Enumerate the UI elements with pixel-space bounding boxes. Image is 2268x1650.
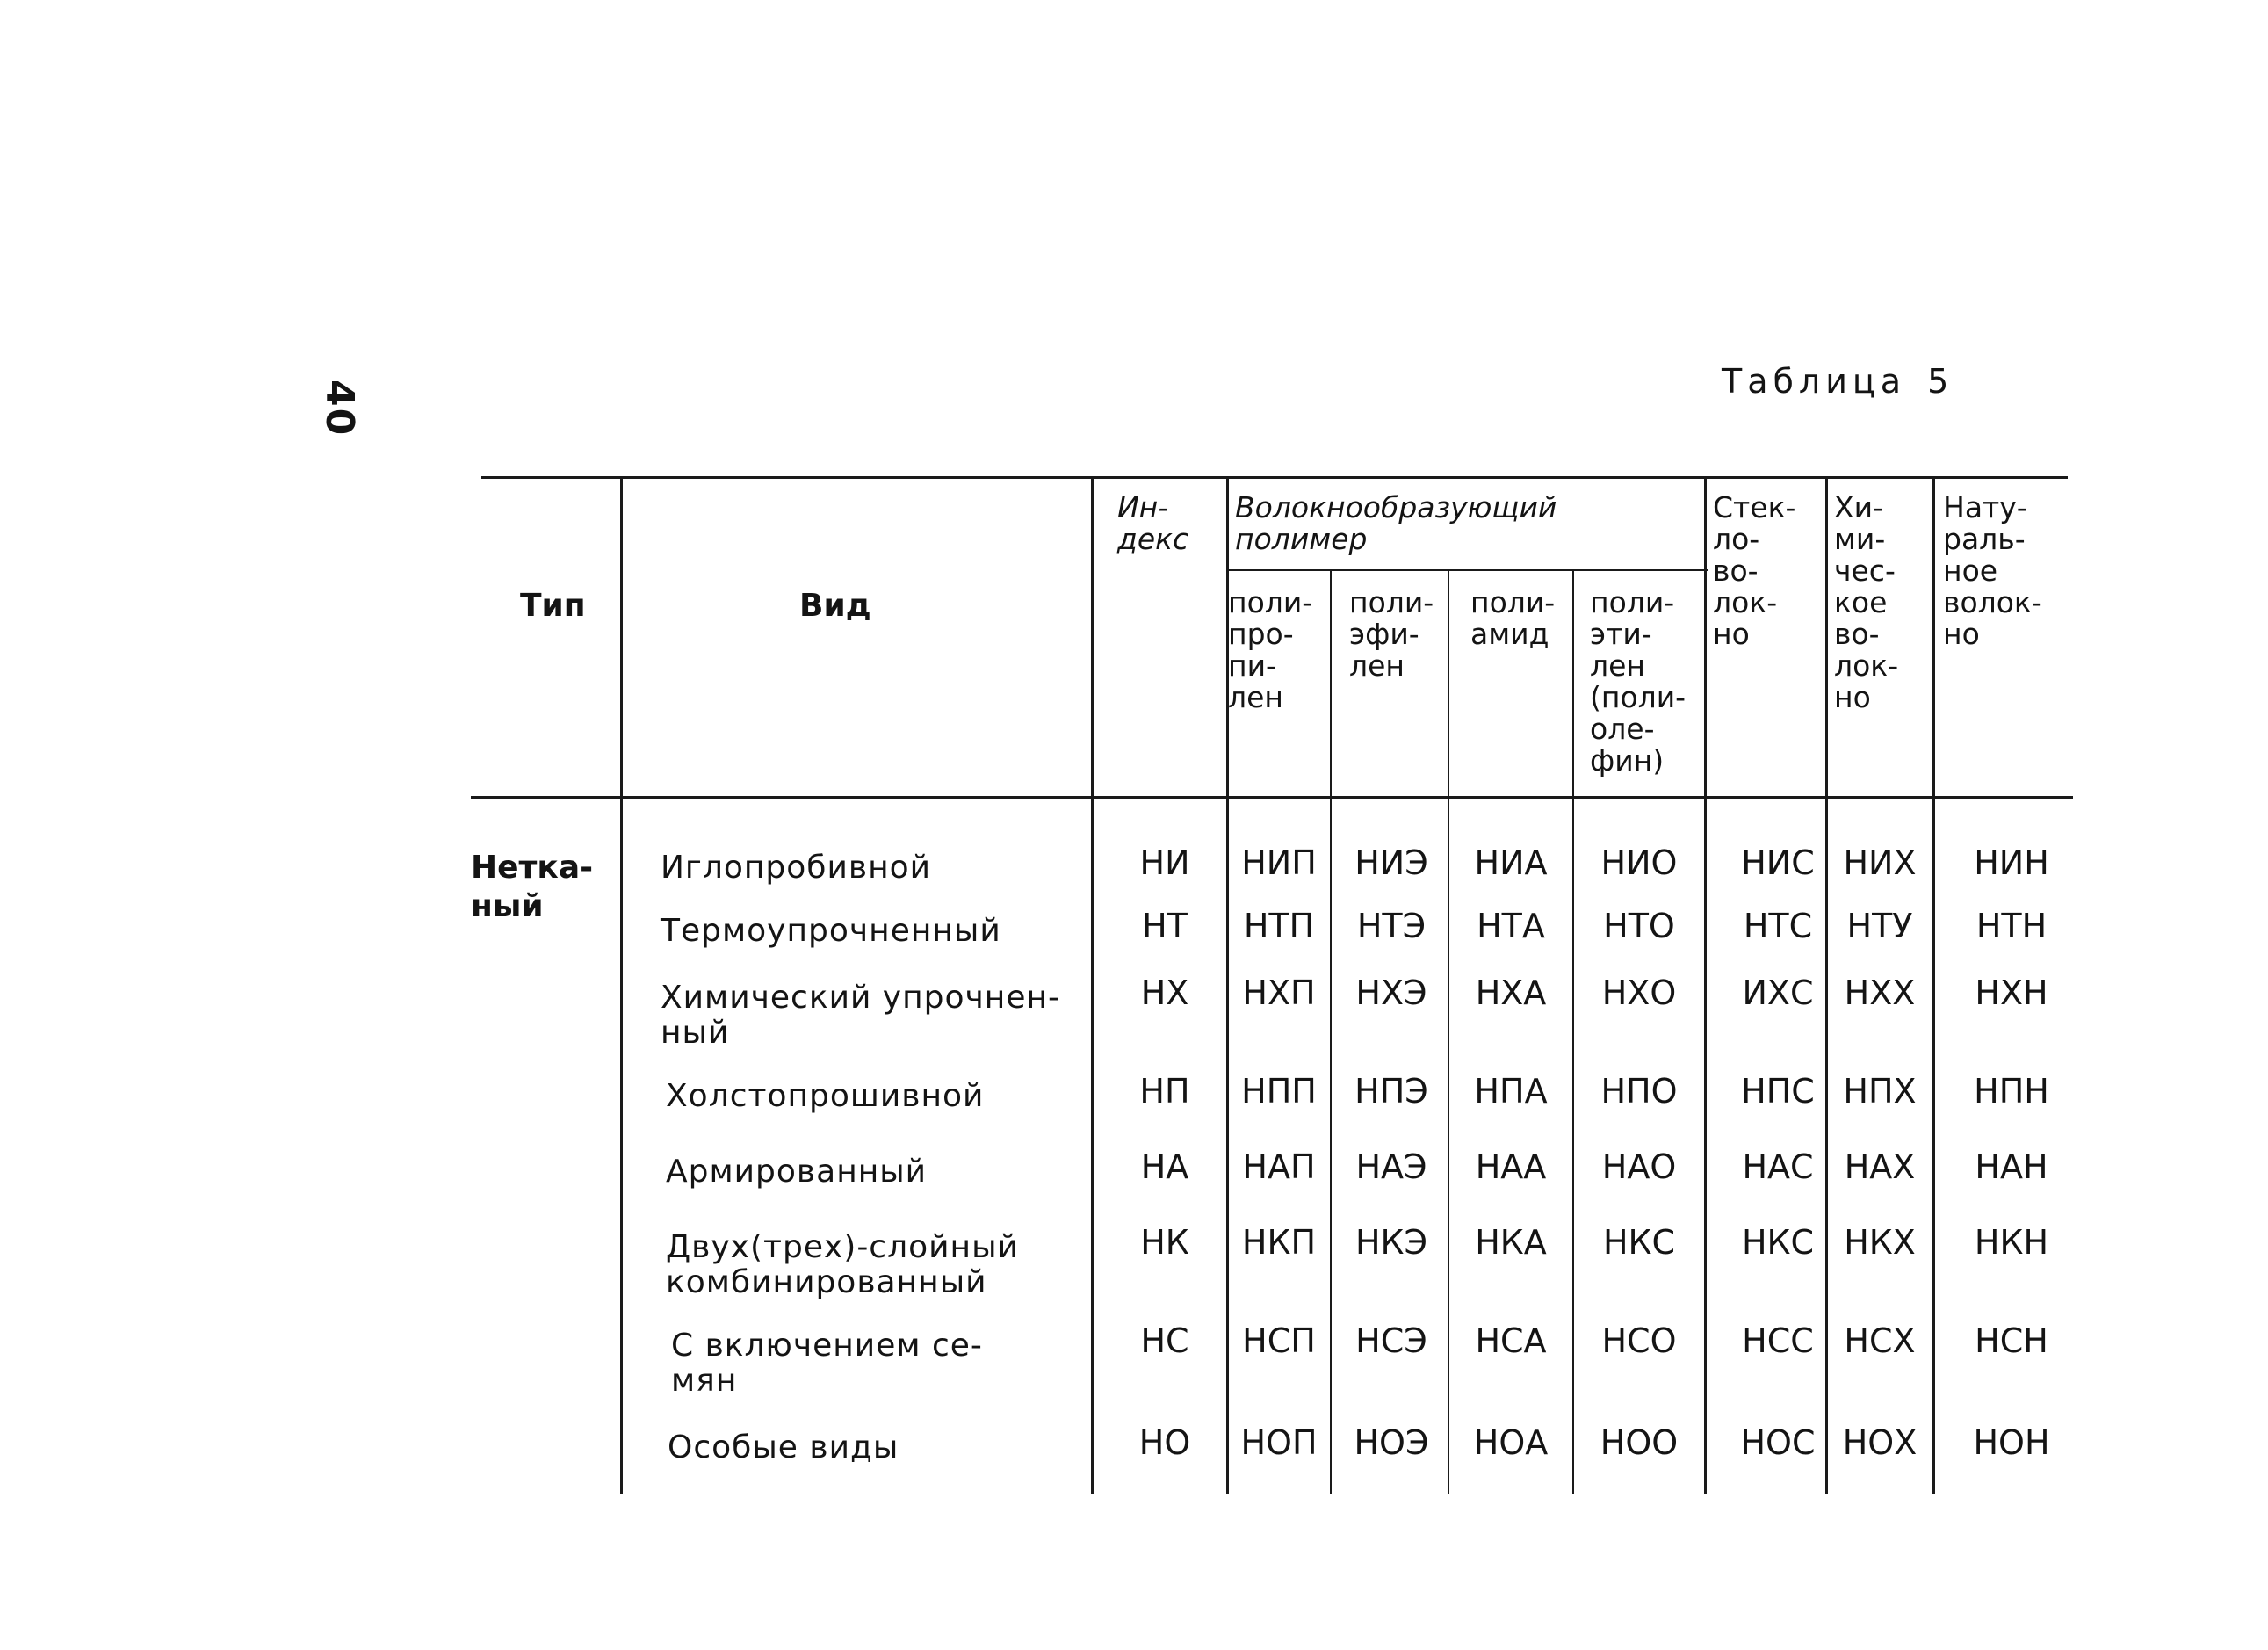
table-caption-number: 5 xyxy=(1927,362,1954,401)
table-cell-code: НСХ xyxy=(1844,1321,1916,1360)
page-number: 40 xyxy=(317,380,362,438)
header-polymer-group: Волокнообразующий полимер xyxy=(1235,490,1557,556)
table-cell-code: НПО xyxy=(1600,1072,1678,1111)
table-cell-code: НИО xyxy=(1600,843,1678,882)
table-cell-code: НА xyxy=(1140,1147,1189,1186)
table-cell-code: НИЭ xyxy=(1354,843,1428,882)
header-polypropylene: поли- про- пи- лен xyxy=(1228,585,1313,714)
table-cell-code: НС xyxy=(1140,1321,1189,1360)
table-top-rule xyxy=(481,476,2068,479)
table-cell-code: НКП xyxy=(1241,1223,1317,1262)
row-vid-label: С включением се- мян xyxy=(671,1328,983,1399)
table-cell-code: НИА xyxy=(1474,843,1548,882)
table-cell-code: НОО xyxy=(1600,1423,1679,1462)
table-cell-code: НХА xyxy=(1475,973,1547,1012)
table-cell-code: НО xyxy=(1138,1423,1191,1462)
header-polyamide: поли- амид xyxy=(1470,585,1556,651)
table-cell-code: НХХ xyxy=(1844,973,1916,1012)
row-vid-label: Особые виды xyxy=(668,1429,899,1465)
table-cell-code: НАЭ xyxy=(1355,1147,1427,1186)
table-cell-code: НОА xyxy=(1473,1423,1549,1462)
row-vid-label: Иглопробивной xyxy=(661,850,932,886)
table-cell-code: НКС xyxy=(1602,1223,1676,1262)
table-cell-code: НТА xyxy=(1477,907,1545,945)
table-cell-code: НП xyxy=(1139,1072,1190,1111)
table-cell-code: НКС xyxy=(1741,1223,1815,1262)
col-divider-polymer-glass xyxy=(1704,476,1707,1494)
header-bottom-rule xyxy=(471,796,2073,799)
table-cell-code: НТУ xyxy=(1846,907,1913,945)
table-cell-code: НПЭ xyxy=(1354,1072,1428,1111)
header-natural-fiber: Нату- раль- ное волок- но xyxy=(1943,490,2042,651)
table-cell-code: НТЭ xyxy=(1356,907,1427,945)
table-cell-code: НТО xyxy=(1603,907,1675,945)
table-cell-code: НАА xyxy=(1475,1147,1547,1186)
table-cell-code: НПХ xyxy=(1843,1072,1917,1111)
type-label-nonwoven: Нетка- ный xyxy=(471,850,594,924)
col-divider-vid-index xyxy=(1091,476,1094,1494)
table-cell-code: НОЭ xyxy=(1354,1423,1429,1462)
table-cell-code: НПА xyxy=(1474,1072,1548,1111)
row-vid-label: Холстопрошивной xyxy=(666,1078,985,1114)
row-vid-label: Двух(трех)-слойный комбинированный xyxy=(666,1229,1019,1300)
header-polyethylene: поли- эти- лен (поли- оле- фин) xyxy=(1590,585,1687,778)
table-cell-code: НТП xyxy=(1243,907,1315,945)
table-cell-code: НАО xyxy=(1601,1147,1677,1186)
table-cell-code: НПС xyxy=(1741,1072,1815,1111)
table-cell-code: НХН xyxy=(1975,973,2048,1012)
table-cell-code: НОН xyxy=(1973,1423,2050,1462)
table-cell-code: НОС xyxy=(1740,1423,1816,1462)
table-caption xyxy=(1722,362,1954,401)
header-index: Ин- декс xyxy=(1117,490,1189,556)
header-tip: Тип xyxy=(520,588,586,624)
table-cell-code: НАП xyxy=(1242,1147,1316,1186)
row-vid-label: Армированный xyxy=(666,1154,928,1190)
col-divider-chem-natural xyxy=(1932,476,1935,1494)
table-cell-code: НХЭ xyxy=(1355,973,1427,1012)
table-cell-code: НАХ xyxy=(1844,1147,1916,1186)
table-cell-code: НСЭ xyxy=(1355,1321,1427,1360)
table-cell-code: НТ xyxy=(1142,907,1188,945)
table-cell-code: НХ xyxy=(1140,973,1189,1012)
table-cell-code: НХП xyxy=(1242,973,1316,1012)
table-cell-code: НОХ xyxy=(1842,1423,1918,1462)
table-cell-code: НИН xyxy=(1974,843,2049,882)
header-glass-fiber: Стек- ло- во- лок- но xyxy=(1713,490,1796,651)
table-cell-code: НТС xyxy=(1743,907,1813,945)
table-cell-code: НХО xyxy=(1601,973,1677,1012)
table-cell-code: НСС xyxy=(1742,1321,1814,1360)
table-cell-code: НК xyxy=(1140,1223,1189,1262)
table-cell-code: НАН xyxy=(1975,1147,2048,1186)
table-cell-code: НСА xyxy=(1475,1321,1547,1360)
table-cell-code: НАС xyxy=(1742,1147,1814,1186)
table-cell-code: НОП xyxy=(1240,1423,1318,1462)
table-cell-code: НСН xyxy=(1975,1321,2048,1360)
table-cell-code: НКН xyxy=(1974,1223,2049,1262)
table-cell-code: НСП xyxy=(1242,1321,1316,1360)
table-cell-code: НТН xyxy=(1975,907,2048,945)
header-polyester: поли- эфи- лен xyxy=(1349,585,1434,683)
header-chemical-fiber: Хи- ми- чес- кое во- лок- но xyxy=(1834,490,1899,714)
polymer-subheader-rule xyxy=(1228,569,1708,571)
table-cell-code: НКА xyxy=(1475,1223,1547,1262)
table-cell-code: НИС xyxy=(1741,843,1815,882)
row-vid-label: Термоупрочненный xyxy=(661,913,1001,949)
table-cell-code: НКЭ xyxy=(1354,1223,1428,1262)
table-cell-code: НПП xyxy=(1241,1072,1317,1111)
col-divider-pa-po xyxy=(1572,569,1574,1494)
table-cell-code: ИХС xyxy=(1742,973,1814,1012)
table-cell-code: НИХ xyxy=(1843,843,1917,882)
col-divider-tip-vid xyxy=(620,476,623,1494)
row-vid-label: Химический упрочнен- ный xyxy=(661,980,1061,1051)
table-cell-code: НКХ xyxy=(1844,1223,1916,1262)
header-vid: Вид xyxy=(799,588,871,624)
table-cell-code: НСО xyxy=(1601,1321,1677,1360)
table-cell-code: НПН xyxy=(1974,1072,2049,1111)
table-caption-label: Таблица xyxy=(1722,362,1907,401)
table-cell-code: НИП xyxy=(1241,843,1317,882)
table-cell-code: НИ xyxy=(1139,843,1190,882)
col-divider-pe-pa xyxy=(1448,569,1449,1494)
